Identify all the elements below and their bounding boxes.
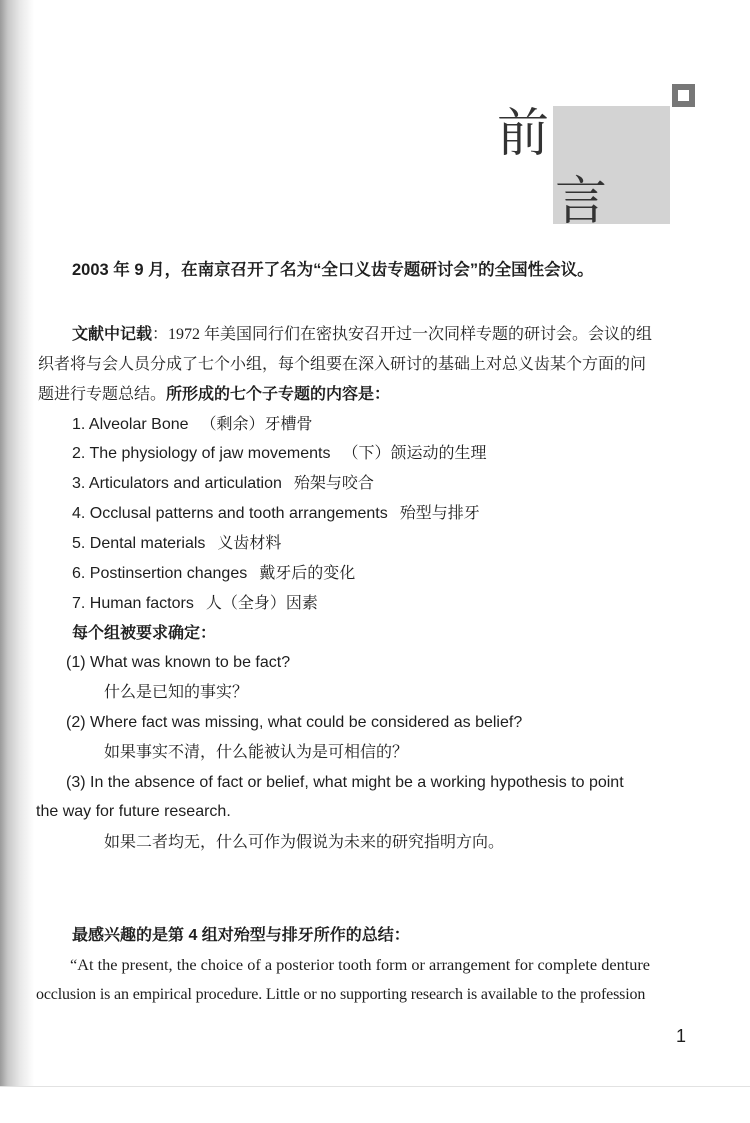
para1-line2: 织者将与会人员分成了七个小组，每个组要在深入研讨的基础上对总义齿某个方面的问 [38, 356, 647, 373]
topic-en: 4. Occlusal patterns and tooth arrangements [72, 505, 388, 522]
topic-item [72, 564, 355, 584]
question-en: (2) Where fact was missing, what could be considered as belief? [66, 714, 523, 731]
quote-line2: occlusion is an empirical procedure. Little or no supporting research is available to the profession [36, 986, 646, 1003]
heading-char-2: 言 [555, 172, 608, 232]
heading-char-1: 前 [497, 104, 550, 164]
para1-line1-text: ：1972 年美国同行们在密执安召开过一次同样专题的研讨会。会议的组 [152, 326, 653, 343]
question-zh: 如果二者均无，什么可作为假说为未来的研究指明方向。 [104, 834, 505, 851]
para1-lead: 文献中记载 [72, 326, 153, 343]
para1-line3-text: 题进行专题总结。 [38, 386, 167, 403]
topic-en: 2. The physiology of jaw movements [72, 445, 331, 462]
topic-item [72, 594, 318, 614]
topic-zh: 殆架与咬合 [293, 475, 374, 492]
question-en: (1) What was known to be fact? [66, 654, 291, 671]
topic-zh: （剩余）牙槽骨 [200, 416, 313, 433]
topic-en: 1. Alveolar Bone [72, 416, 189, 433]
question-zh: 什么是已知的事实？ [104, 684, 249, 701]
topic-item [72, 504, 480, 524]
group4-heading: 最感兴趣的是第 4 组对殆型与排牙所作的总结： [72, 927, 410, 944]
square-marker-icon [672, 84, 695, 107]
para1-line3 [38, 385, 390, 405]
topic-zh: 殆型与排牙 [399, 505, 480, 522]
question-en: (3) In the absence of fact or belief, what might be a working hypothesis to point [66, 774, 624, 791]
topic-en: 3. Articulators and articulation [72, 475, 282, 492]
topic-en: 5. Dental materials [72, 535, 206, 552]
scan-binding-shadow [0, 0, 34, 1088]
topic-item [72, 474, 374, 494]
topic-zh: 人（全身）因素 [205, 595, 318, 612]
quote-line1: “At the present, the choice of a posterior tooth form or arrangement for complete denture [70, 955, 651, 974]
topic-zh: 义齿材料 [217, 535, 282, 552]
topic-zh: 戴牙后的变化 [259, 565, 356, 582]
question-zh: 如果事实不清，什么能被认为是可相信的？ [104, 744, 409, 761]
topic-item [72, 415, 313, 435]
topic-en: 7. Human factors [72, 595, 194, 612]
intro-line: 2003 年 9 月，在南京召开了名为“全口义齿专题研讨会”的全国性会议。 [72, 261, 594, 279]
topic-item [72, 534, 281, 554]
scan-bottom-margin [0, 1086, 750, 1123]
topic-zh: （下）颌运动的生理 [342, 445, 487, 462]
para1-line1 [72, 325, 652, 345]
para1-line3-bold: 所形成的七个子专题的内容是： [166, 386, 391, 403]
requirement-heading: 每个组被要求确定： [72, 625, 217, 642]
page-number: 1 [676, 1026, 687, 1046]
topic-en: 6. Postinsertion changes [72, 565, 248, 582]
topic-item [72, 444, 487, 464]
question-en-continued: the way for future research. [36, 803, 231, 820]
